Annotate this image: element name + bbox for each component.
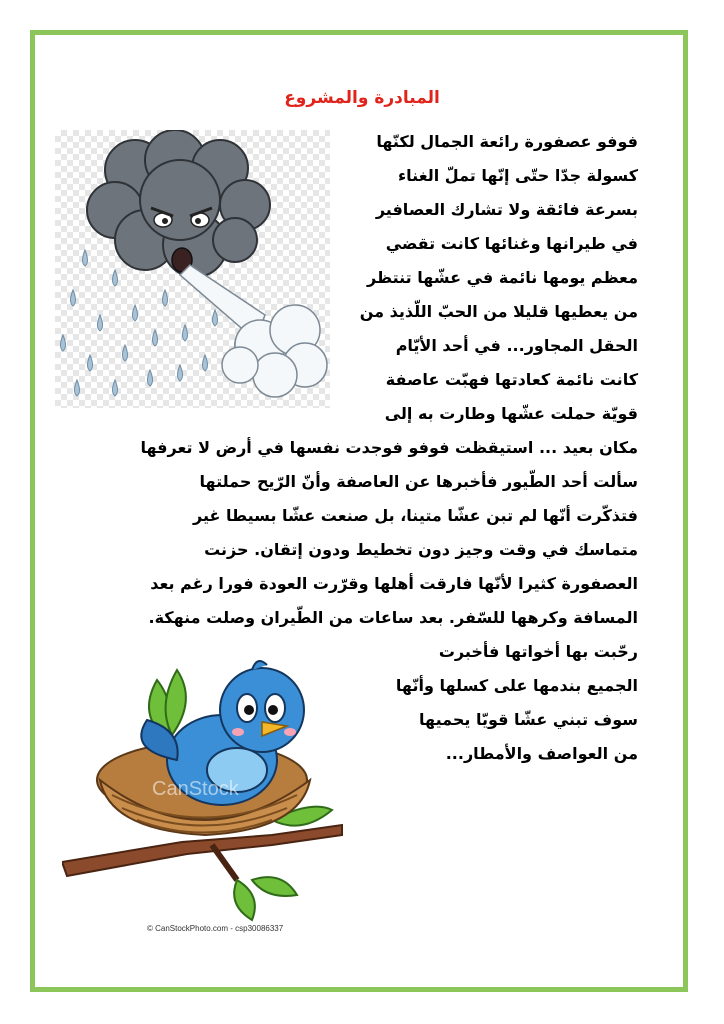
page-title: المبادرة والمشروع (284, 88, 440, 108)
story-line: متماسك في وقت وجيز دون تخطيط ودون إتقان. حزنت (204, 540, 638, 559)
story-line: سألت أحد الطّيور فأخبرها عن العاصفة وأنّ الرّيح حملتها (199, 472, 638, 491)
story-line: فتذكّرت أنّها لم تبن عشّا متينا، بل صنعت عشّا بسيطا غير (193, 506, 638, 525)
story-line: المسافة وكرهها للسّفر. بعد ساعات من الطّيران وصلت منهكة. (148, 608, 638, 627)
story-line: فوفو عصفورة رائعة الجمال لكنّها (376, 132, 638, 151)
story-line: في طيرانها وغنائها كانت تقضي (385, 234, 638, 253)
story-line: الجميع بندمها على كسلها وأنّها (395, 676, 638, 695)
story-line: كانت نائمة كعادتها فهبّت عاصفة (385, 370, 638, 389)
story-line: العصفورة كثيرا لأنّها فارقت أهلها وقرّرت العودة فورا رغم بعد (150, 574, 638, 593)
watermark-text: CanStock (152, 778, 239, 800)
story-line: رحّبت بها أخواتها فأخبرت (438, 642, 638, 661)
story-line: بسرعة فائقة ولا تشارك العصافير (375, 200, 638, 219)
story-line: الحقل المجاور... في أحد الأيّام (395, 336, 638, 355)
image-caption: © CanStockPhoto.com - csp30086337 (147, 924, 284, 933)
bird-in-nest-icon (62, 640, 352, 925)
story-line: من العواصف والأمطار... (445, 744, 638, 763)
story-line: كسولة جدّا حتّى إنّها تملّ الغناء (397, 166, 638, 185)
story-line: من يعطيها قليلا من الحبّ اللّذيذ من (359, 302, 638, 321)
story-line: سوف تبني عشّا قويّا يحميها (419, 710, 638, 729)
story-line: قويّة حملت عشّها وطارت به إلى (384, 404, 638, 423)
story-line: معظم يومها نائمة في عشّها تنتظر (367, 268, 638, 287)
story-line: مكان بعيد ... استيقظت فوفو فوجدت نفسها في أرض لا تعرفها (140, 438, 638, 457)
storm-cloud-icon (55, 130, 330, 408)
